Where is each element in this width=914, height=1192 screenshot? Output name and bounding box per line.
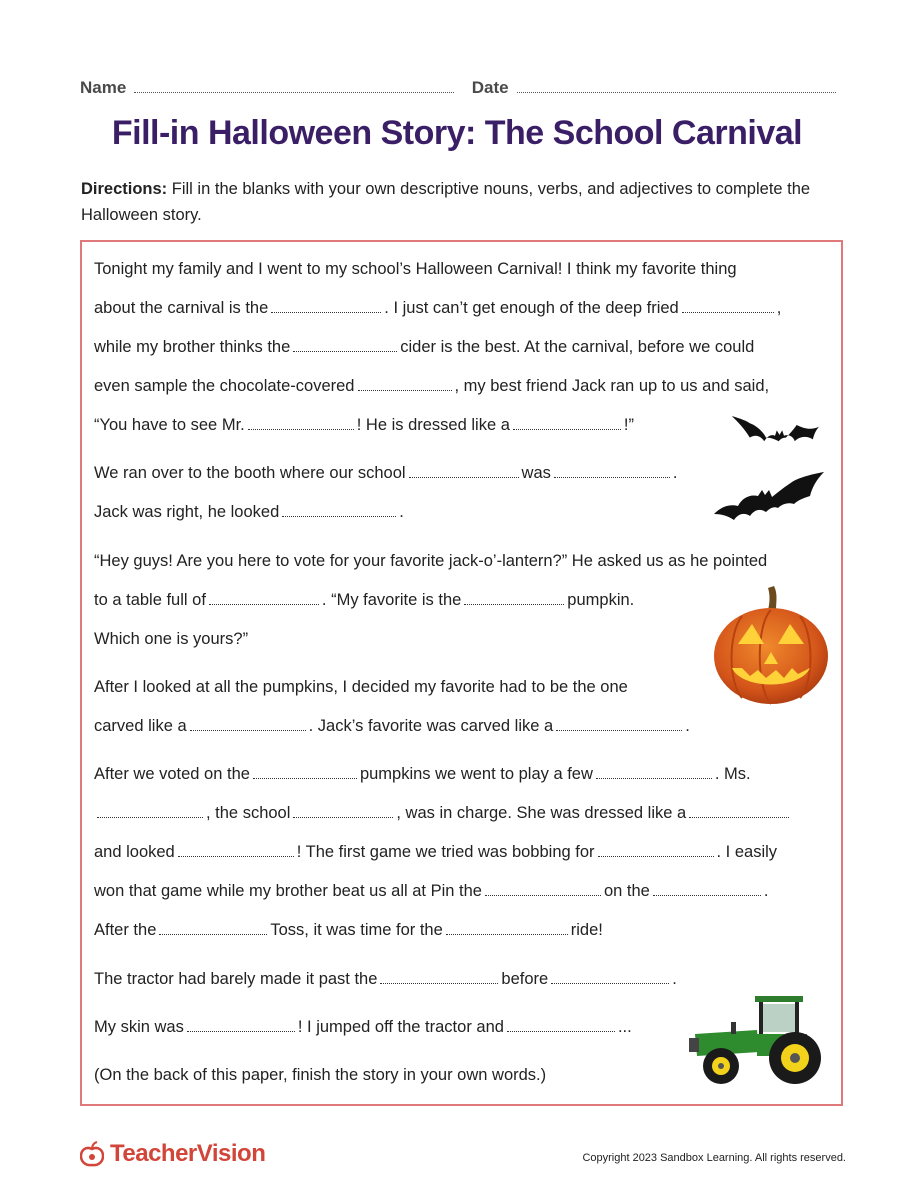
story-line: The tractor had barely made it past the before .: [94, 970, 677, 988]
fill-blank[interactable]: [380, 970, 498, 984]
pumpkin-icon: [712, 584, 830, 706]
story-line: to a table full of . “My favorite is the pumpkin.: [94, 591, 635, 609]
date-label: Date: [471, 78, 509, 97]
brand-logo[interactable]: [80, 1139, 265, 1169]
fill-blank[interactable]: [187, 1018, 295, 1032]
story-line: Tonight my family and I went to my school’s Halloween Carnival! I think my favorite thing: [94, 260, 737, 278]
fill-blank[interactable]: [598, 843, 714, 857]
fill-blank[interactable]: [190, 717, 306, 731]
story-line: about the carnival is the . I just can’t get enough of the deep fried ,: [94, 299, 782, 317]
name-label: Name: [80, 78, 127, 97]
story-line: After the Toss, it was time for the ride!: [94, 921, 603, 939]
directions-text: Fill in the blanks with your own descriptive nouns, verbs, and adjectives to complete the Halloween story.: [81, 180, 811, 224]
bat-icon: [712, 470, 826, 528]
fill-blank[interactable]: [209, 591, 319, 605]
fill-blank[interactable]: [409, 464, 519, 478]
fill-blank[interactable]: [358, 377, 452, 391]
fill-blank[interactable]: [271, 299, 381, 313]
page-title: Fill-in Halloween Story: The School Carnival: [111, 114, 803, 152]
story-line: Which one is yours?”: [94, 630, 249, 648]
tractor-icon: [687, 990, 829, 1086]
story-line: and looked ! The first game we tried was bobbing for . I easily: [94, 843, 778, 861]
fill-blank[interactable]: [485, 882, 601, 896]
fill-blank[interactable]: [653, 882, 761, 896]
story-line: Jack was right, he looked .: [94, 503, 404, 521]
fill-blank[interactable]: [253, 765, 357, 779]
story-line: My skin was ! I jumped off the tractor and ...: [94, 1018, 632, 1036]
fill-blank[interactable]: [596, 765, 712, 779]
copyright-text: Copyright 2023 Sandbox Learning. All rights reserved.: [582, 1152, 846, 1164]
apple-logo-icon: [80, 1141, 104, 1167]
fill-blank[interactable]: [446, 921, 568, 935]
fill-blank[interactable]: [464, 591, 564, 605]
fill-blank[interactable]: [178, 843, 294, 857]
story-line: even sample the chocolate-covered , my best friend Jack ran up to us and said,: [94, 377, 770, 395]
story-line: “You have to see Mr. ! He is dressed like a !”: [94, 416, 634, 434]
fill-blank[interactable]: [689, 804, 789, 818]
name-date-header: [80, 72, 836, 98]
date-blank[interactable]: [517, 92, 836, 93]
story-line: , the school , was in charge. She was dressed like a: [94, 802, 792, 824]
fill-blank[interactable]: [159, 921, 267, 935]
brand-name: TeacherVision: [110, 1140, 266, 1167]
fill-blank[interactable]: [282, 503, 396, 517]
fill-blank[interactable]: [507, 1018, 615, 1032]
story-line: After I looked at all the pumpkins, I decided my favorite had to be the one: [94, 678, 628, 696]
bat-icon: [730, 410, 820, 458]
fill-blank[interactable]: [248, 416, 354, 430]
name-blank[interactable]: [134, 92, 453, 93]
fill-blank[interactable]: [293, 338, 397, 352]
fill-blank[interactable]: [554, 464, 670, 478]
fill-blank[interactable]: [97, 804, 203, 818]
story-line: After we voted on the pumpkins we went to play a few . Ms.: [94, 765, 751, 783]
story-line: while my brother thinks the cider is the best. At the carnival, before we could: [94, 338, 755, 356]
story-line: (On the back of this paper, finish the story in your own words.): [94, 1066, 547, 1084]
fill-blank[interactable]: [556, 717, 682, 731]
story-line: We ran over to the booth where our school was .: [94, 464, 678, 482]
directions-label: Directions:: [81, 180, 168, 198]
story-line: carved like a . Jack’s favorite was carved like a .: [94, 717, 690, 735]
story-line: “Hey guys! Are you here to vote for your favorite jack-o’-lantern?” He asked us as he pointed: [94, 552, 768, 570]
story-line: won that game while my brother beat us all at Pin the on the .: [94, 882, 769, 900]
fill-blank[interactable]: [682, 299, 774, 313]
fill-blank[interactable]: [513, 416, 621, 430]
fill-blank[interactable]: [293, 804, 393, 818]
directions: [81, 176, 841, 228]
fill-blank[interactable]: [551, 970, 669, 984]
